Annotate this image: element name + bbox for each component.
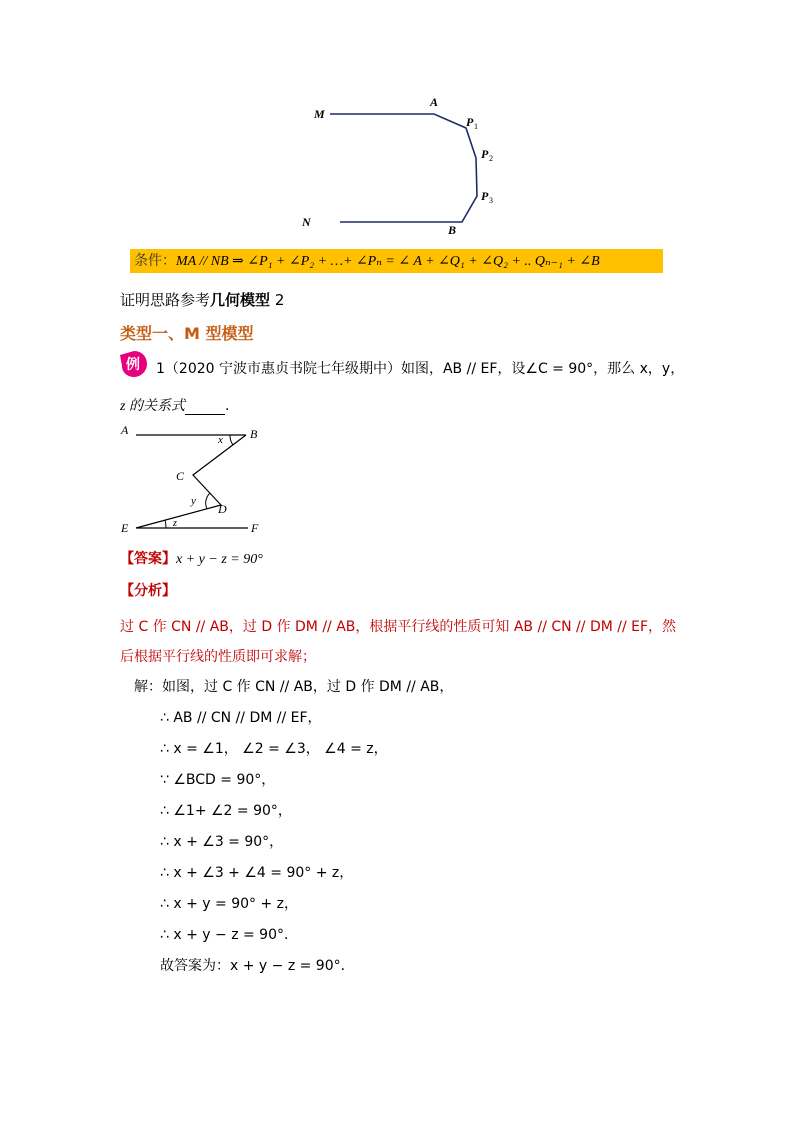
solution-intro: 解：如图，过 C 作 CN // AB，过 D 作 DM // AB， xyxy=(134,679,454,695)
label-a: A xyxy=(430,95,439,109)
type-heading: 类型一、M 型模型 xyxy=(120,324,254,343)
answer-tag: 【答案】 xyxy=(120,551,176,567)
answer-line xyxy=(120,548,263,568)
solution-step: ∴ x + y − z = 90°． xyxy=(160,927,298,943)
fig2-label-y: y xyxy=(191,495,196,507)
example-line2-end: . xyxy=(224,398,230,414)
condition-bar xyxy=(130,249,663,273)
proof-hint-num: 2 xyxy=(274,291,285,309)
solution-step: ∴ x + y = 90° + z， xyxy=(160,896,298,912)
answer-blank xyxy=(185,400,225,415)
example-badge-text: 例 xyxy=(126,357,140,373)
fig2-label-f: F xyxy=(251,521,259,535)
label-p1: P xyxy=(466,115,474,129)
label-b: B xyxy=(448,223,457,237)
label-p3-sub: 3 xyxy=(489,196,493,205)
fig2-label-a: A xyxy=(121,423,129,437)
label-m: M xyxy=(314,107,325,121)
label-p1-sub: 1 xyxy=(474,122,478,131)
solution-step: ∴ x + ∠3 = 90°， xyxy=(160,834,284,850)
figure-m-model xyxy=(118,420,268,540)
label-n: N xyxy=(302,215,311,229)
label-p2-sub: 2 xyxy=(489,154,493,163)
example-line2-text: z 的关系式 xyxy=(120,399,185,414)
solution-step: ∴ ∠1+ ∠2 = 90°， xyxy=(160,803,292,819)
figure-polyline-mn xyxy=(296,92,516,240)
fig2-label-d: D xyxy=(218,502,227,516)
answer-text: x + y − z = 90° xyxy=(176,552,263,567)
proof-hint-plain: 证明思路参考 xyxy=(120,291,211,309)
fig2-label-b: B xyxy=(250,427,258,441)
label-p2: P xyxy=(481,147,489,161)
solution-step: ∴ x = ∠1， ∠2 = ∠3， ∠4 = z， xyxy=(160,741,388,757)
label-p3: P xyxy=(481,189,489,203)
example-question-line2 xyxy=(120,395,229,415)
analysis-tag-line xyxy=(120,580,176,600)
analysis-tag: 【分析】 xyxy=(120,583,176,599)
example-badge-icon xyxy=(119,349,149,379)
fig2-label-c: C xyxy=(176,469,185,483)
solution-step: ∴ AB // CN // DM // EF， xyxy=(160,710,322,726)
example-question-line1: 1（2020 宁波市惠贞书院七年级期中）如图，AB // EF，设∠C = 90°，那么 x，y， xyxy=(156,361,685,377)
fig2-label-x: x xyxy=(218,434,223,446)
condition-formula: MA // NB ⇒ ∠P₁ + ∠P₂ + …+ ∠Pₙ = ∠ A + ∠Q₁ + ∠Q₂ + .. Qₙ₋₁ + ∠B xyxy=(176,254,600,269)
solution-final-answer: 故答案为：x + y − z = 90°． xyxy=(160,958,355,974)
analysis-paragraph: 过 C 作 CN // AB，过 D 作 DM // AB，根据平行线的性质可知 AB // CN // DM // EF，然后根据平行线的性质即可求解； xyxy=(120,619,677,665)
condition-prefix: 条件： xyxy=(134,253,176,269)
fig2-label-e: E xyxy=(121,521,129,535)
proof-hint-heading xyxy=(120,289,284,310)
fig2-label-z: z xyxy=(173,518,177,529)
solution-step: ∴ x + ∠3 + ∠4 = 90° + z， xyxy=(160,865,354,881)
solution-step: ∵ ∠BCD = 90°， xyxy=(160,772,276,788)
proof-hint-bold: 几何模型 xyxy=(210,291,271,309)
